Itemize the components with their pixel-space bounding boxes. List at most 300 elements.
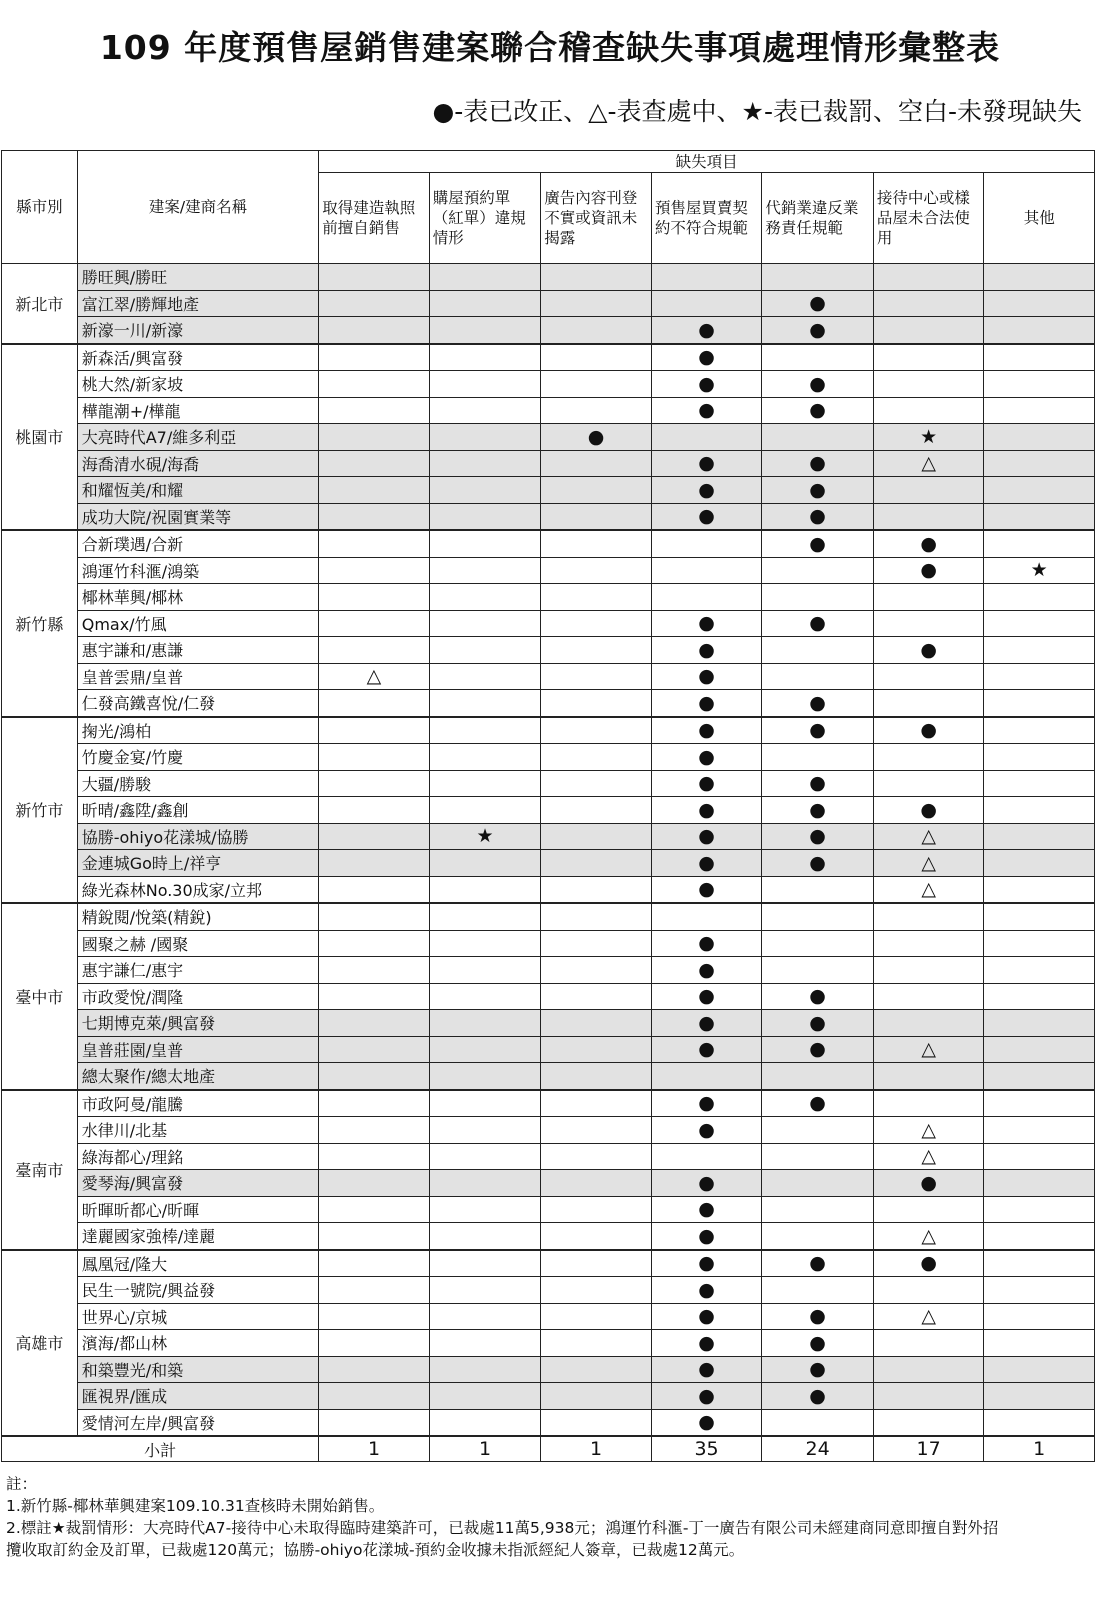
status-mark-cell: △	[873, 850, 984, 877]
status-mark-cell	[429, 903, 541, 930]
col-header-category: 購屋預約單（紅單）違規情形	[429, 173, 541, 264]
status-mark-cell	[319, 1383, 430, 1410]
status-mark-cell	[541, 930, 652, 957]
status-mark-cell	[319, 1303, 430, 1330]
table-row	[2, 610, 1095, 637]
status-mark-cell	[541, 503, 652, 530]
status-mark-cell: ●	[762, 503, 874, 530]
status-mark-cell	[984, 477, 1095, 504]
status-mark-cell	[319, 957, 430, 984]
table-row	[2, 344, 1095, 371]
project-name-cell: 皇普雲鼎/皇普	[77, 663, 319, 690]
status-mark-cell	[429, 637, 541, 664]
col-group-deficiency: 缺失項目	[319, 151, 1095, 173]
status-mark-cell: △	[873, 1143, 984, 1170]
project-name-cell: 金連城Go時上/祥亨	[77, 850, 319, 877]
status-mark-cell	[319, 690, 430, 717]
project-name-cell: 鳳凰冠/隆大	[77, 1250, 319, 1277]
status-mark-cell	[541, 264, 652, 291]
status-mark-cell	[984, 1143, 1095, 1170]
inspection-table	[1, 150, 1095, 1462]
status-mark-cell	[429, 930, 541, 957]
status-mark-cell	[873, 290, 984, 317]
status-mark-cell	[319, 1117, 430, 1144]
status-mark-cell: ★	[984, 557, 1095, 584]
status-mark-cell	[429, 424, 541, 451]
status-mark-cell: △	[873, 876, 984, 903]
table-row	[2, 1303, 1095, 1330]
status-mark-cell	[319, 1250, 430, 1277]
status-mark-cell	[541, 744, 652, 771]
table-row	[2, 690, 1095, 717]
status-mark-cell: ●	[651, 1223, 762, 1250]
project-name-cell: 勝旺興/勝旺	[77, 264, 319, 291]
status-mark-cell: ●	[651, 477, 762, 504]
status-mark-cell	[319, 930, 430, 957]
table-row	[2, 1170, 1095, 1197]
status-mark-cell	[873, 1010, 984, 1037]
status-mark-cell	[319, 637, 430, 664]
project-name-cell: 濱海/都山林	[77, 1330, 319, 1357]
project-name-cell: 國聚之赫 /國聚	[77, 930, 319, 957]
status-mark-cell: ●	[873, 717, 984, 744]
status-mark-cell	[429, 957, 541, 984]
status-mark-cell	[541, 1303, 652, 1330]
project-name-cell: 成功大院/祝園實業等	[77, 503, 319, 530]
status-mark-cell	[873, 1330, 984, 1357]
city-cell: 新北市	[2, 264, 78, 344]
project-name-cell: 桃大然/新家坡	[77, 371, 319, 398]
status-mark-cell	[541, 637, 652, 664]
status-mark-cell	[873, 371, 984, 398]
status-mark-cell	[319, 584, 430, 611]
status-mark-cell	[319, 530, 430, 557]
status-mark-cell	[762, 930, 874, 957]
status-mark-cell	[319, 850, 430, 877]
project-name-cell: 仁發高鐵喜悅/仁發	[77, 690, 319, 717]
status-mark-cell	[873, 1356, 984, 1383]
status-mark-cell	[319, 1330, 430, 1357]
status-mark-cell	[984, 663, 1095, 690]
status-mark-cell	[429, 717, 541, 744]
status-mark-cell: ●	[762, 770, 874, 797]
status-mark-cell: ●	[762, 797, 874, 824]
status-mark-cell	[429, 1010, 541, 1037]
table-row	[2, 744, 1095, 771]
project-name-cell: 昕暉昕都心/昕暉	[77, 1196, 319, 1223]
status-mark-cell	[541, 903, 652, 930]
status-mark-cell	[762, 1277, 874, 1304]
table-row	[2, 264, 1095, 291]
col-header-category: 廣告內容刊登不實或資訊未揭露	[541, 173, 652, 264]
status-mark-cell	[873, 690, 984, 717]
status-mark-cell	[429, 1090, 541, 1117]
status-mark-cell: ●	[651, 503, 762, 530]
status-mark-cell	[541, 610, 652, 637]
status-mark-cell	[984, 797, 1095, 824]
status-mark-cell	[984, 744, 1095, 771]
project-name-cell: 綠海都心/理銘	[77, 1143, 319, 1170]
status-mark-cell	[541, 770, 652, 797]
subtotal-value: 1	[429, 1436, 541, 1462]
table-row	[2, 850, 1095, 877]
status-mark-cell	[319, 1356, 430, 1383]
city-cell: 桃園市	[2, 344, 78, 531]
status-mark-cell	[429, 344, 541, 371]
project-name-cell: 市政阿曼/龍騰	[77, 1090, 319, 1117]
status-mark-cell	[541, 584, 652, 611]
status-mark-cell: ●	[651, 690, 762, 717]
table-row	[2, 371, 1095, 398]
status-mark-cell	[984, 957, 1095, 984]
status-mark-cell	[651, 424, 762, 451]
status-mark-cell	[541, 317, 652, 344]
status-mark-cell	[541, 1143, 652, 1170]
status-mark-cell: ●	[762, 983, 874, 1010]
table-row	[2, 530, 1095, 557]
status-mark-cell	[984, 690, 1095, 717]
status-mark-cell	[762, 424, 874, 451]
table-row	[2, 1036, 1095, 1063]
status-mark-cell: ●	[762, 1250, 874, 1277]
project-name-cell: 大亮時代A7/維多利亞	[77, 424, 319, 451]
status-mark-cell	[984, 344, 1095, 371]
status-mark-cell	[429, 1036, 541, 1063]
status-mark-cell	[984, 1409, 1095, 1436]
status-mark-cell: ●	[762, 477, 874, 504]
status-mark-cell: △	[873, 1117, 984, 1144]
status-mark-cell: ●	[651, 717, 762, 744]
status-mark-cell: ●	[541, 424, 652, 451]
status-mark-cell: ●	[873, 797, 984, 824]
status-mark-cell	[429, 1170, 541, 1197]
project-name-cell: 掬光/鴻柏	[77, 717, 319, 744]
status-mark-cell: ●	[651, 1117, 762, 1144]
status-mark-cell: △	[873, 1036, 984, 1063]
status-mark-cell	[762, 264, 874, 291]
status-mark-cell: ●	[651, 850, 762, 877]
project-name-cell: 綠光森林No.30成家/立邦	[77, 876, 319, 903]
status-mark-cell	[429, 983, 541, 1010]
status-mark-cell	[984, 1170, 1095, 1197]
status-mark-cell	[984, 503, 1095, 530]
status-mark-cell: ●	[873, 1250, 984, 1277]
status-mark-cell: ●	[762, 850, 874, 877]
status-mark-cell: ●	[651, 1277, 762, 1304]
status-mark-cell	[541, 690, 652, 717]
status-mark-cell	[429, 1117, 541, 1144]
status-mark-cell: ●	[651, 317, 762, 344]
status-mark-cell	[651, 530, 762, 557]
status-mark-cell: ★	[873, 424, 984, 451]
status-mark-cell	[541, 1277, 652, 1304]
status-mark-cell: ●	[651, 1196, 762, 1223]
status-mark-cell: ●	[762, 530, 874, 557]
status-mark-cell: △	[873, 823, 984, 850]
status-mark-cell: △	[873, 1223, 984, 1250]
city-cell: 高雄市	[2, 1250, 78, 1437]
status-mark-cell: ●	[762, 1010, 874, 1037]
status-mark-cell	[762, 1170, 874, 1197]
project-name-cell: 惠宇謙和/惠謙	[77, 637, 319, 664]
status-mark-cell	[984, 1356, 1095, 1383]
subtotal-value: 24	[762, 1436, 874, 1462]
status-mark-cell: ●	[762, 717, 874, 744]
status-mark-cell	[541, 397, 652, 424]
status-mark-cell	[429, 530, 541, 557]
status-mark-cell	[762, 344, 874, 371]
project-name-cell: 水律川/北基	[77, 1117, 319, 1144]
status-mark-cell: ●	[651, 1036, 762, 1063]
table-row	[2, 1409, 1095, 1436]
status-mark-cell	[541, 1356, 652, 1383]
status-mark-cell	[541, 717, 652, 744]
project-name-cell: 惠宇謙仁/惠宇	[77, 957, 319, 984]
status-mark-cell	[873, 744, 984, 771]
status-mark-cell	[984, 770, 1095, 797]
legend: ●-表已改正、△-表查處中、★-表已裁罰、空白-未發現缺失	[432, 97, 1082, 126]
project-name-cell: 大疆/勝駿	[77, 770, 319, 797]
status-mark-cell	[873, 983, 984, 1010]
status-mark-cell: ●	[651, 1010, 762, 1037]
status-mark-cell: ●	[762, 823, 874, 850]
table-row	[2, 584, 1095, 611]
status-mark-cell	[984, 637, 1095, 664]
status-mark-cell	[541, 957, 652, 984]
status-mark-cell	[541, 1010, 652, 1037]
project-name-cell: 民生一號院/興益發	[77, 1277, 319, 1304]
status-mark-cell	[541, 983, 652, 1010]
status-mark-cell	[319, 1090, 430, 1117]
status-mark-cell	[319, 344, 430, 371]
status-mark-cell	[541, 1223, 652, 1250]
city-cell: 新竹縣	[2, 530, 78, 717]
status-mark-cell: ●	[651, 983, 762, 1010]
status-mark-cell	[429, 850, 541, 877]
city-cell: 臺南市	[2, 1090, 78, 1250]
project-name-cell: 海喬清水硯/海喬	[77, 450, 319, 477]
status-mark-cell: ●	[762, 397, 874, 424]
table-row	[2, 503, 1095, 530]
status-mark-cell	[319, 1063, 430, 1090]
status-mark-cell	[541, 344, 652, 371]
status-mark-cell: ●	[651, 1090, 762, 1117]
status-mark-cell	[429, 397, 541, 424]
status-mark-cell	[984, 850, 1095, 877]
status-mark-cell	[429, 1143, 541, 1170]
table-body	[2, 264, 1095, 1462]
table-row	[2, 1143, 1095, 1170]
status-mark-cell	[541, 530, 652, 557]
project-name-cell: 昕晴/鑫陞/鑫創	[77, 797, 319, 824]
status-mark-cell: ●	[762, 371, 874, 398]
status-mark-cell	[762, 1409, 874, 1436]
status-mark-cell	[319, 557, 430, 584]
status-mark-cell	[319, 770, 430, 797]
status-mark-cell	[984, 290, 1095, 317]
status-mark-cell	[429, 317, 541, 344]
table-row	[2, 1117, 1095, 1144]
status-mark-cell	[319, 317, 430, 344]
status-mark-cell: ●	[762, 1356, 874, 1383]
status-mark-cell	[319, 290, 430, 317]
status-mark-cell	[541, 850, 652, 877]
status-mark-cell	[319, 797, 430, 824]
status-mark-cell	[762, 1196, 874, 1223]
status-mark-cell: ●	[651, 610, 762, 637]
table-row	[2, 1196, 1095, 1223]
status-mark-cell	[984, 1036, 1095, 1063]
status-mark-cell	[984, 1383, 1095, 1410]
status-mark-cell	[319, 610, 430, 637]
status-mark-cell	[429, 1250, 541, 1277]
status-mark-cell	[873, 1409, 984, 1436]
subtotal-value: 35	[651, 1436, 762, 1462]
status-mark-cell: ●	[762, 290, 874, 317]
status-mark-cell: ●	[873, 530, 984, 557]
status-mark-cell	[429, 1303, 541, 1330]
col-header-city: 縣市別	[2, 151, 78, 264]
status-mark-cell	[762, 903, 874, 930]
status-mark-cell	[319, 477, 430, 504]
project-name-cell: 和耀恆美/和耀	[77, 477, 319, 504]
status-mark-cell	[984, 1010, 1095, 1037]
subtotal-value: 1	[319, 1436, 430, 1462]
status-mark-cell	[984, 1330, 1095, 1357]
status-mark-cell	[541, 1409, 652, 1436]
status-mark-cell	[984, 264, 1095, 291]
table-row	[2, 477, 1095, 504]
table-row	[2, 1010, 1095, 1037]
status-mark-cell	[429, 371, 541, 398]
status-mark-cell	[873, 344, 984, 371]
status-mark-cell	[429, 503, 541, 530]
status-mark-cell: ●	[651, 770, 762, 797]
status-mark-cell	[984, 930, 1095, 957]
table-row	[2, 983, 1095, 1010]
status-mark-cell	[541, 823, 652, 850]
col-header-category: 接待中心或樣品屋未合法使用	[873, 173, 984, 264]
table-row	[2, 770, 1095, 797]
status-mark-cell	[319, 1170, 430, 1197]
status-mark-cell	[429, 690, 541, 717]
status-mark-cell	[762, 1117, 874, 1144]
notes	[6, 1473, 1091, 1561]
status-mark-cell	[873, 770, 984, 797]
status-mark-cell	[984, 983, 1095, 1010]
page-title: 109 年度預售屋銷售建案聯合稽查缺失事項處理情形彙整表	[99, 28, 1001, 67]
project-name-cell: 七期博克萊/興富發	[77, 1010, 319, 1037]
col-header-category: 預售屋買賣契約不符合規範	[651, 173, 762, 264]
status-mark-cell	[873, 1090, 984, 1117]
status-mark-cell: ●	[873, 637, 984, 664]
status-mark-cell: ●	[651, 663, 762, 690]
status-mark-cell	[984, 1090, 1095, 1117]
status-mark-cell	[984, 317, 1095, 344]
status-mark-cell: ●	[651, 1383, 762, 1410]
status-mark-cell: ●	[651, 797, 762, 824]
subtotal-value: 1	[984, 1436, 1095, 1462]
project-name-cell: 世界心/京城	[77, 1303, 319, 1330]
status-mark-cell	[429, 1330, 541, 1357]
status-mark-cell: ●	[762, 610, 874, 637]
status-mark-cell	[762, 957, 874, 984]
status-mark-cell	[541, 1117, 652, 1144]
status-mark-cell	[429, 1277, 541, 1304]
status-mark-cell	[984, 1063, 1095, 1090]
status-mark-cell	[429, 264, 541, 291]
col-header-category: 其他	[984, 173, 1095, 264]
subtotal-value: 17	[873, 1436, 984, 1462]
status-mark-cell	[319, 1277, 430, 1304]
status-mark-cell: ●	[651, 1356, 762, 1383]
status-mark-cell	[762, 663, 874, 690]
status-mark-cell: ●	[651, 637, 762, 664]
status-mark-cell: ★	[429, 823, 541, 850]
status-mark-cell	[873, 663, 984, 690]
status-mark-cell	[984, 584, 1095, 611]
status-mark-cell	[319, 717, 430, 744]
table-row	[2, 317, 1095, 344]
status-mark-cell	[984, 1117, 1095, 1144]
status-mark-cell: ●	[651, 1250, 762, 1277]
status-mark-cell	[319, 371, 430, 398]
status-mark-cell	[429, 557, 541, 584]
note-line: 註：	[6, 1475, 38, 1493]
status-mark-cell	[873, 317, 984, 344]
status-mark-cell: ●	[762, 1383, 874, 1410]
status-mark-cell	[984, 1223, 1095, 1250]
status-mark-cell	[429, 1383, 541, 1410]
status-mark-cell	[873, 503, 984, 530]
status-mark-cell	[984, 1277, 1095, 1304]
status-mark-cell	[429, 1223, 541, 1250]
status-mark-cell	[984, 397, 1095, 424]
status-mark-cell	[984, 450, 1095, 477]
status-mark-cell	[429, 290, 541, 317]
status-mark-cell	[541, 1036, 652, 1063]
status-mark-cell	[541, 450, 652, 477]
table-row	[2, 1223, 1095, 1250]
status-mark-cell	[541, 1170, 652, 1197]
status-mark-cell: ●	[651, 823, 762, 850]
status-mark-cell	[541, 1250, 652, 1277]
status-mark-cell	[319, 1010, 430, 1037]
status-mark-cell: ●	[762, 1036, 874, 1063]
status-mark-cell	[651, 903, 762, 930]
table-row	[2, 797, 1095, 824]
status-mark-cell	[429, 450, 541, 477]
status-mark-cell: ●	[651, 744, 762, 771]
status-mark-cell	[429, 584, 541, 611]
status-mark-cell	[873, 397, 984, 424]
status-mark-cell	[651, 264, 762, 291]
status-mark-cell	[762, 557, 874, 584]
status-mark-cell: ●	[651, 957, 762, 984]
project-name-cell: 總太聚作/總太地產	[77, 1063, 319, 1090]
col-header-category: 取得建造執照前擅自銷售	[319, 173, 430, 264]
status-mark-cell: ●	[651, 1170, 762, 1197]
project-name-cell: 精銳閱/悅築(精銳)	[77, 903, 319, 930]
status-mark-cell	[429, 663, 541, 690]
status-mark-cell	[873, 584, 984, 611]
status-mark-cell	[762, 1143, 874, 1170]
project-name-cell: 竹慶金宴/竹慶	[77, 744, 319, 771]
status-mark-cell	[984, 1250, 1095, 1277]
status-mark-cell: ●	[651, 930, 762, 957]
status-mark-cell	[762, 1223, 874, 1250]
status-mark-cell: △	[319, 663, 430, 690]
